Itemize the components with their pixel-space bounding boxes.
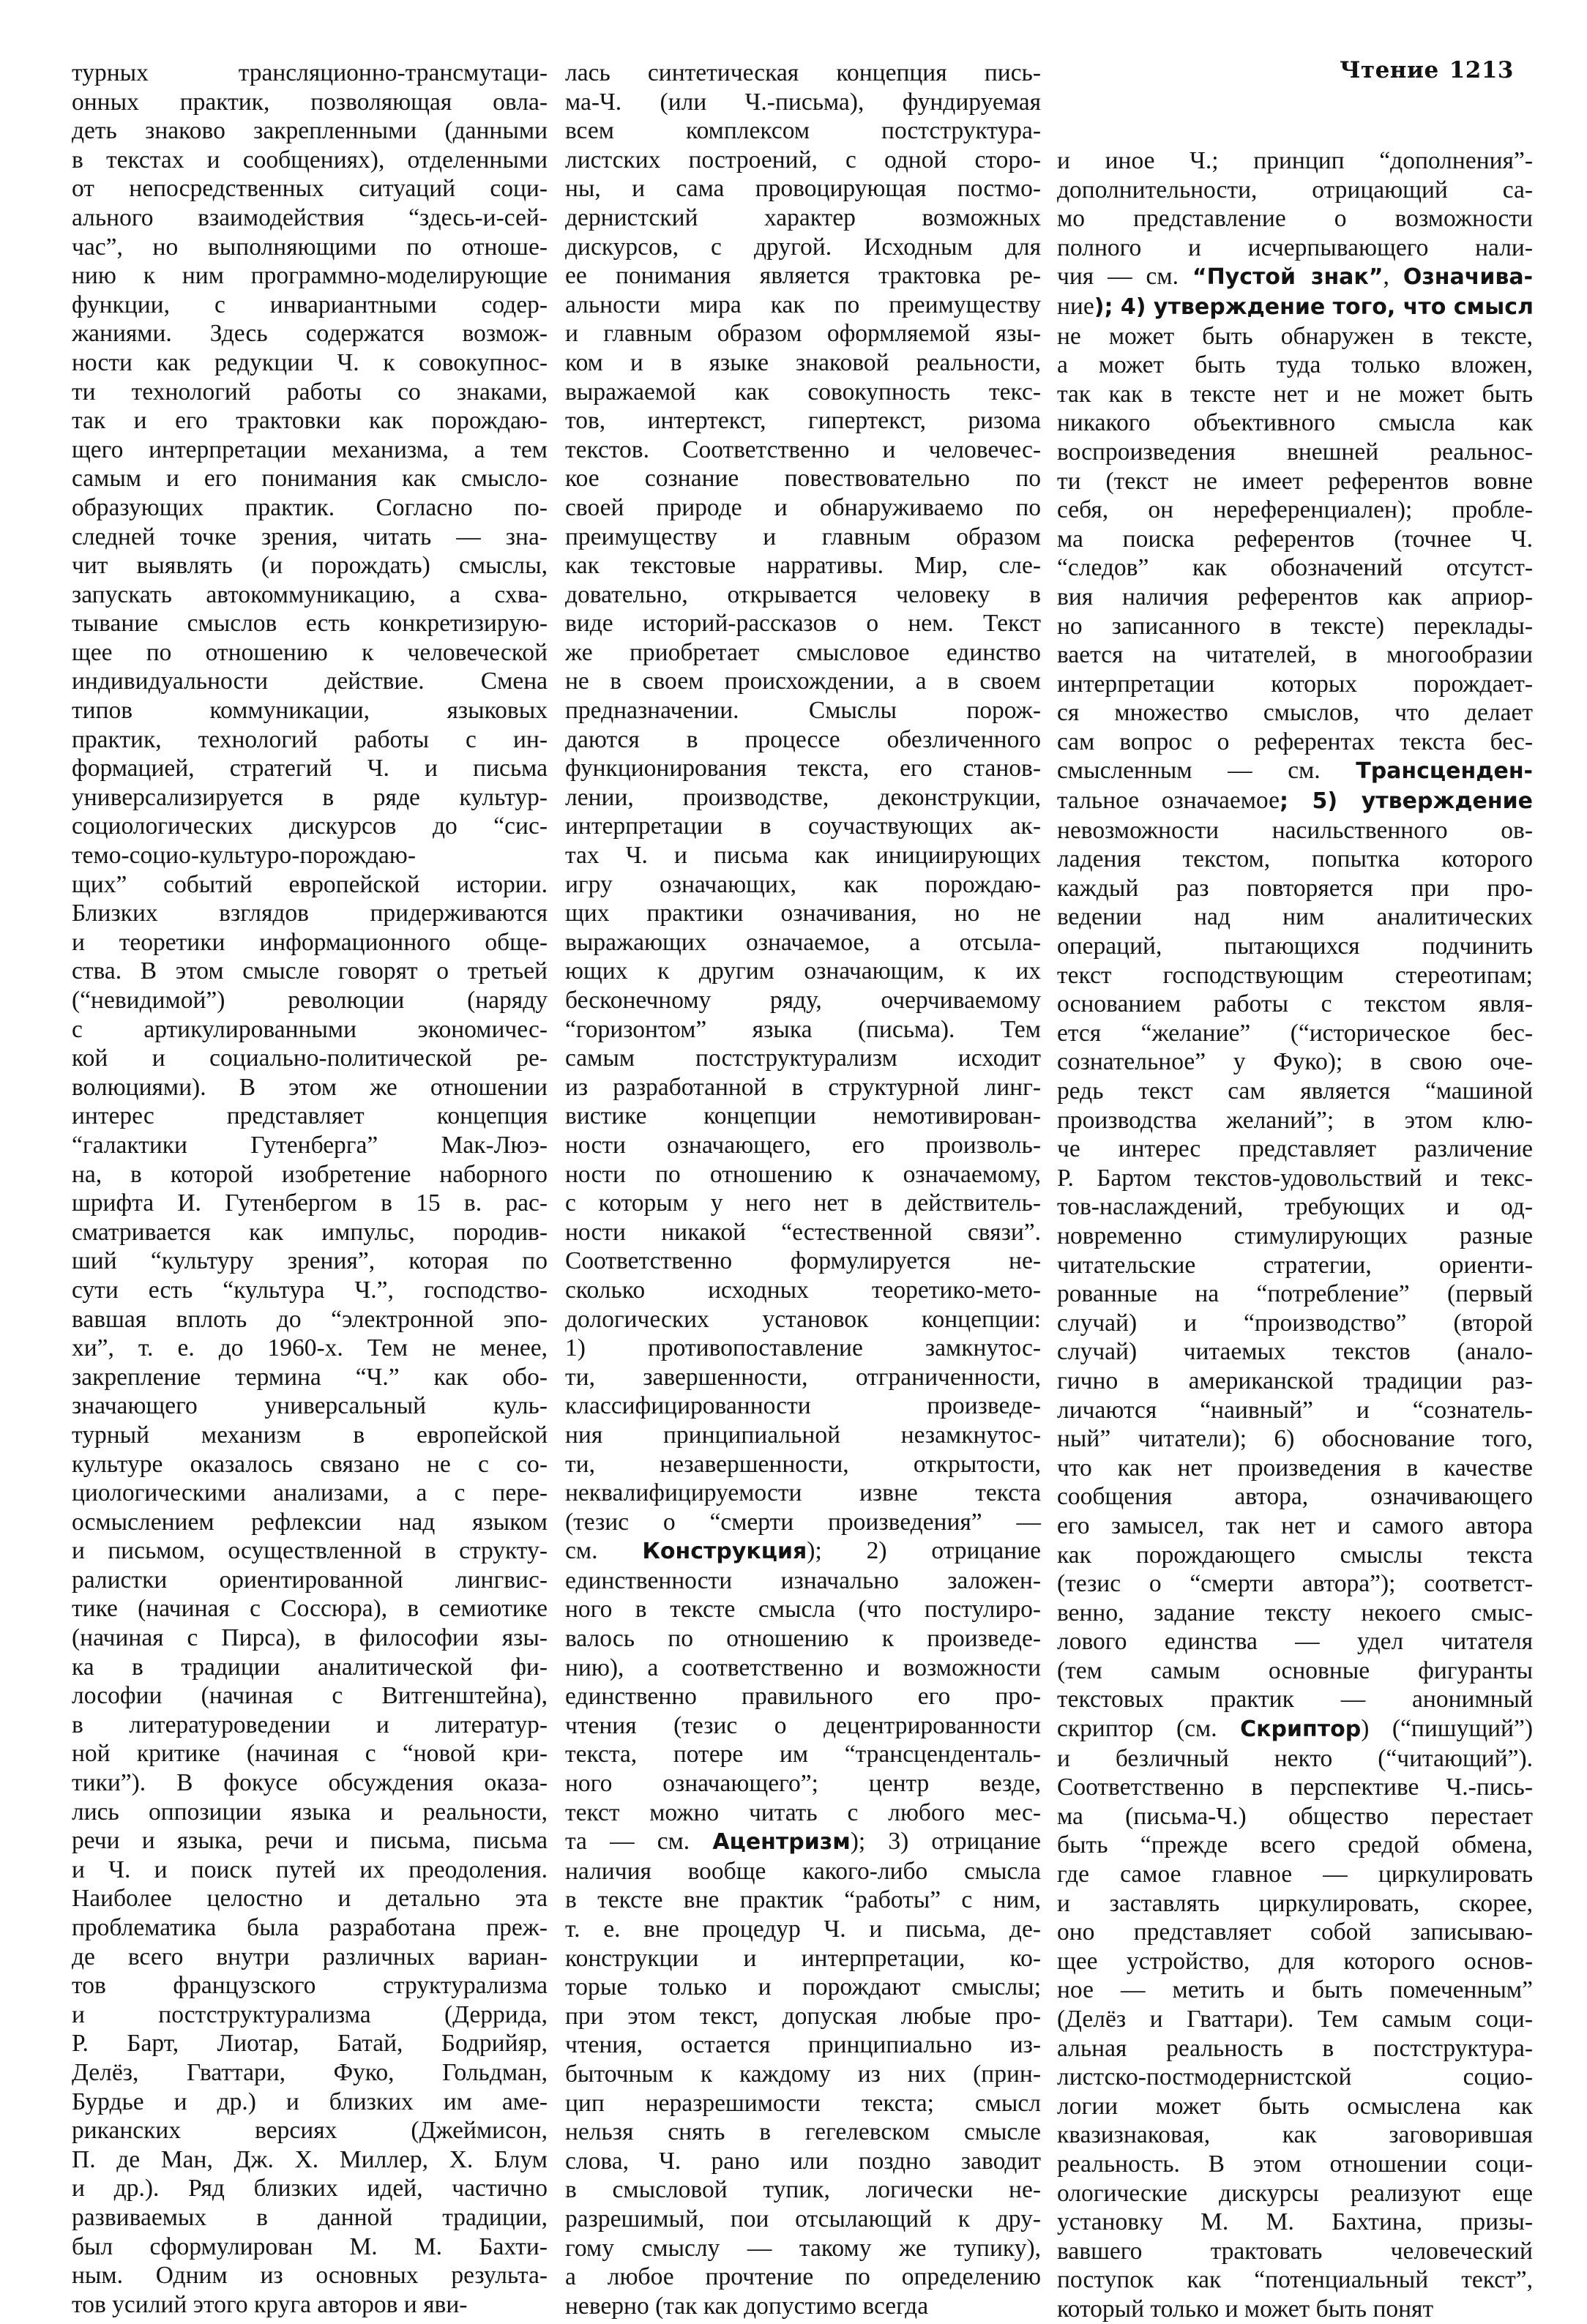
text-line: значающего универсальный куль- — [72, 1392, 548, 1420]
text-line: разрешимый, пои отсылающий к дру- — [565, 2205, 1041, 2233]
text-line: и Ч. и поиск путей их преодоления. — [72, 1856, 548, 1883]
text-line: практик, технологий работы с ин- — [72, 725, 548, 753]
text-line: Р. Барт, Лиотар, Батай, Бодрийяр, — [72, 2030, 548, 2058]
text-line: чтения, остается принципиально из- — [565, 2031, 1041, 2059]
text-line: тике (начиная с Соссюра), в семиотике — [72, 1595, 548, 1623]
text-line: быточным к каждому из них (прин- — [565, 2060, 1041, 2088]
text-line: случай) и “производство” (второй — [1057, 1309, 1533, 1337]
text-line: циологическими анализами, а с пере- — [72, 1479, 548, 1507]
text-line: в смысловой тупик, логически не- — [565, 2176, 1041, 2204]
text-line: тов французского структурализма — [72, 1972, 548, 2000]
text-line: функционирования текста, его станов- — [565, 755, 1041, 782]
text-line: следней точке зрения, читать — зна- — [72, 523, 548, 550]
text-line: который только и может быть понят — [1057, 2295, 1434, 2323]
text-line: наличия вообще какого-либо смысла — [565, 1857, 1041, 1885]
text-line: ший “культуру зрения”, которая по — [72, 1247, 548, 1275]
text-line: и безличный некто (“читающий”). — [1057, 1744, 1533, 1772]
text-line: щих практики означивания, но не — [565, 900, 1041, 927]
text-line: социологических дискурсов до “сис- — [72, 812, 548, 840]
text-line: неквалифицируемости извне текста — [565, 1479, 1041, 1507]
text-line: и др.). Ряд близких идей, частично — [72, 2175, 548, 2202]
text-line: основанием работы с текстом явля- — [1057, 990, 1533, 1018]
text-line: тики”). В фокусе обсуждения оказа- — [72, 1769, 548, 1797]
text-line: ком и в языке знаковой реальности, — [565, 348, 1041, 376]
text-line: даются в процессе обезличенного — [565, 725, 1041, 753]
text-line: ным. Одним из основных результа- — [72, 2262, 548, 2290]
text-line: установку М. М. Бахтина, призы- — [1057, 2208, 1533, 2236]
text-line: сути есть “культура Ч.”, господство- — [72, 1276, 548, 1304]
text-line: сам вопрос о референтах текста бес- — [1057, 728, 1533, 755]
text-line: лового единства — удел читателя — [1057, 1628, 1533, 1656]
text-line: вается на читателей, в многообразии — [1057, 641, 1533, 669]
text-line: интерпретации которых порождает- — [1057, 670, 1533, 698]
text-line: рованные на “потребление” (первый — [1057, 1280, 1533, 1308]
text-line: так как в тексте нет и не может быть — [1057, 380, 1533, 408]
text-line: ный” читатели); 6) обоснование того, — [1057, 1425, 1533, 1453]
text-line: ется “желание” (“историческое бес- — [1057, 1019, 1533, 1047]
text-line: (“невидимой”) революции (наряду — [72, 987, 548, 1014]
text-line: единственно правильного его про- — [565, 1683, 1041, 1711]
text-line: ти, завершенности, отграниченности, — [565, 1363, 1041, 1391]
text-line: ного в тексте смысла (что постулиро- — [565, 1596, 1041, 1624]
text-line: его замысел, так нет и самого автора — [1057, 1512, 1533, 1539]
text-line: ния принципиальной незамкнутос- — [565, 1421, 1041, 1449]
text-line: ности как редукции Ч. к совокупнос- — [72, 348, 548, 376]
text-line: альности мира как по преимуществу — [565, 291, 1041, 318]
text-line: текстов. Соответственно и человечес- — [565, 436, 1041, 463]
text-line: неверно (так как допустимо всегда — [565, 2292, 929, 2320]
text-line: довательно, открывается человеку в — [565, 580, 1041, 608]
text-line: венно, задание тексту некоего смыс- — [1057, 1599, 1533, 1626]
text-line: (тем самым основные фигуранты — [1057, 1656, 1533, 1684]
text-line: чия — см. “Пустой знак”, Означива- — [1057, 263, 1534, 291]
text-line: тальное означаемое; 5) утверждение — [1057, 787, 1533, 815]
text-line: интерес представляет концепция — [72, 1102, 548, 1130]
text-line: самым постструктурализм исходит — [565, 1045, 1041, 1072]
text-line: своей природе и обнаруживаемо по — [565, 493, 1041, 521]
text-line: ющих к другим означающим, к их — [565, 957, 1041, 985]
text-line: скриптор (см. Скриптор) (“пишущий”) — [1057, 1715, 1533, 1743]
text-line: ся множество смыслов, что делает — [1057, 699, 1533, 727]
text-line: с которым у него нет в действитель- — [565, 1189, 1041, 1217]
text-line: ка в традиции аналитической фи- — [72, 1653, 548, 1681]
text-column-3 — [1057, 146, 1534, 2323]
text-line: смысленным — см. Трансценден- — [1057, 757, 1533, 785]
text-line: из разработанной в структурной линг- — [565, 1073, 1041, 1101]
text-line: и главным образом оформляемой язы- — [565, 320, 1041, 348]
text-line: лософии (начиная с Витгенштейна), — [72, 1682, 548, 1710]
text-line: всем комплексом постструктура- — [565, 117, 1041, 145]
text-line: щих” событий европейской истории. — [72, 870, 548, 898]
text-line: ности означающего, его произволь- — [565, 1131, 1041, 1159]
text-line: от непосредственных ситуаций соци- — [72, 175, 548, 203]
text-line: где самое главное — циркулировать — [1057, 1861, 1533, 1888]
text-line: что как нет произведения в качестве — [1057, 1454, 1533, 1482]
text-line: закрепление термина “Ч.” как обо- — [72, 1363, 548, 1391]
text-line: преимуществу и главным образом — [565, 523, 1041, 550]
text-line: и теоретики информационного обще- — [72, 928, 548, 956]
text-line: волюциями). В этом же отношении — [72, 1073, 548, 1101]
text-line: текстовых практик — анонимный — [1057, 1686, 1533, 1714]
text-line: ти, незавершенности, открытости, — [565, 1450, 1041, 1478]
text-line: как порождающего смыслы текста — [1057, 1541, 1533, 1569]
text-line: а может быть туда только вложен, — [1057, 351, 1533, 379]
text-line: в текстах и сообщениях), отделенными — [72, 146, 548, 173]
text-line: лись оппозиции языка и реальности, — [72, 1798, 548, 1826]
text-line: ны, и сама провоцирующая постмо- — [565, 175, 1041, 203]
text-line: дернистский характер возможных — [565, 203, 1041, 231]
text-line: лась синтетическая концепция пись- — [565, 59, 1041, 86]
text-line: самым и его понимания как смысло- — [72, 465, 548, 493]
text-line: виде историй-рассказов о нем. Текст — [565, 610, 1041, 638]
text-column-1 — [72, 59, 548, 2318]
text-line: конструкции и интерпретации, ко- — [565, 1944, 1041, 1972]
text-line: универсализируется в ряде культур- — [72, 783, 548, 811]
text-line: выражаемой как совокупность текс- — [565, 378, 1041, 406]
text-line: и иное Ч.; принцип “дополнения”- — [1057, 147, 1533, 174]
text-line: тах Ч. и письма как инициирующих — [565, 842, 1041, 870]
text-line: (тезис о “смерти автора”); соответст- — [1057, 1570, 1533, 1598]
text-line: риканских версиях (Джеймисон, — [72, 2117, 548, 2145]
text-line: ее понимания является трактовка ре- — [565, 262, 1041, 290]
text-line: Соответственно в перспективе Ч.-пись- — [1057, 1774, 1533, 1801]
text-line: но записанного в тексте) переклады- — [1057, 612, 1533, 640]
text-line: слова, Ч. рано или поздно заводит — [565, 2147, 1041, 2175]
text-line: воспроизведения внешней реальнос- — [1057, 438, 1533, 466]
text-line: в тексте вне практик “работы” с ним, — [565, 1886, 1041, 1914]
text-line: с артикулированными экономичес- — [72, 1015, 548, 1043]
text-line: Близких взглядов придерживаются — [72, 900, 548, 927]
text-line: и постструктурализма (Деррида, — [72, 2000, 548, 2028]
text-line: темо-социо-культуро-порождаю- — [72, 842, 416, 870]
text-line: ти (текст не имеет референтов вовне — [1057, 467, 1533, 495]
text-line: был сформулирован М. М. Бахти- — [72, 2233, 548, 2260]
text-line: чтения (тезис о децентрированности — [565, 1711, 1041, 1739]
text-line: листских построений, с одной сторо- — [565, 146, 1041, 173]
text-line: 1) противопоставление замкнутос- — [565, 1334, 1041, 1362]
text-line: осмыслением рефлексии над языком — [72, 1508, 548, 1536]
text-line: функции, с инвариантными содер- — [72, 291, 548, 318]
text-line: случай) читаемых текстов (анало- — [1057, 1338, 1533, 1366]
text-line: ти технологий работы со знаками, — [72, 378, 548, 406]
text-line: шрифта И. Гутенбергом в 15 в. рас- — [72, 1189, 548, 1217]
text-line: вавшая вплоть до “электронной эпо- — [72, 1305, 548, 1333]
text-line: каждый раз повторяется при про- — [1057, 874, 1533, 902]
text-line: “горизонтом” языка (письма). Тем — [565, 1015, 1041, 1043]
text-line: оно представляет собой записываю- — [1057, 1918, 1533, 1946]
text-line: лении, производстве, деконструкции, — [565, 783, 1041, 811]
text-line: вавшего трактовать человеческий — [1057, 2237, 1533, 2265]
text-line: валось по отношению к произведе- — [565, 1625, 1041, 1653]
text-line: ной критике (начиная с “новой кри- — [72, 1740, 548, 1768]
text-line: торые только и порождают смыслы; — [565, 1973, 1041, 2001]
text-line: бесконечному ряду, очерчиваемому — [565, 987, 1041, 1014]
text-line: нию к ним программно-моделирующие — [72, 262, 548, 290]
text-line: см. Конструкция); 2) отрицание — [565, 1537, 1041, 1565]
text-line: щего интерпретации механизма, а тем — [72, 436, 548, 463]
text-line: личаются “наивный” и “сознатель- — [1057, 1396, 1533, 1424]
text-line: как текстовые нарративы. Мир, сле- — [565, 552, 1041, 580]
text-line: ное — метить и быть помеченным” — [1057, 1976, 1533, 2004]
text-line: читательские стратегии, ориенти- — [1057, 1251, 1533, 1279]
text-line: проблематика была разработана преж- — [72, 1914, 548, 1941]
text-line: игру означающих, как порождаю- — [565, 870, 1041, 898]
text-line: текст господствующим стереотипам; — [1057, 961, 1533, 989]
text-line: не в своем происхождении, а в своем — [565, 668, 1041, 695]
text-line: запускать автокоммуникацию, а схва- — [72, 580, 548, 608]
text-line: П. де Ман, Дж. Х. Миллер, Х. Блум — [72, 2145, 548, 2173]
text-line: Бурдье и др.) и близких им аме- — [72, 2088, 548, 2115]
text-line: единственности изначально заложен- — [565, 1566, 1041, 1594]
text-line: хи”, т. е. до 1960-х. Тем не менее, — [72, 1334, 548, 1362]
text-column-2 — [565, 59, 1041, 2320]
text-line: невозможности насильственного ов- — [1057, 816, 1533, 844]
text-line: на, в которой изобретение наборного — [72, 1160, 548, 1188]
text-line: час”, но выполняющими по отноше- — [72, 233, 548, 261]
text-line: интерпретации в соучаствующих ак- — [565, 812, 1041, 840]
text-line: выражающих означаемое, а отсыла- — [565, 928, 1041, 956]
text-line: текста, потере им “трансценденталь- — [565, 1741, 1041, 1768]
text-line: и заставлять циркулировать, скорее, — [1057, 1889, 1533, 1917]
text-line: Делёз, Гваттари, Фуко, Гольдман, — [72, 2058, 548, 2086]
text-line: же приобретает смысловое единство — [565, 638, 1041, 666]
text-line: развиваемых в данной традиции, — [72, 2203, 548, 2231]
running-head-page-number: 1213 — [1449, 57, 1514, 83]
text-line: операций, пытающихся подчинить — [1057, 933, 1533, 960]
text-line: типов коммуникации, языковых — [72, 697, 548, 725]
text-line: деть знаково закрепленными (данными — [72, 117, 548, 145]
text-line: ного означающего”; центр везде, — [565, 1770, 1041, 1798]
text-line: щее по отношению к человеческой — [72, 638, 548, 666]
text-line: культуре оказалось связано не с со- — [72, 1450, 548, 1478]
text-line: вия наличия референтов как априор- — [1057, 583, 1533, 610]
text-line: ности никакой “естественной связи”. — [565, 1218, 1041, 1246]
text-line: сматривается как импульс, породив- — [72, 1218, 548, 1246]
text-line: турный механизм в европейской — [72, 1421, 548, 1449]
text-line: дополнительности, отрицающий са- — [1057, 176, 1533, 203]
text-line: (начиная с Пирса), в философии язы- — [72, 1624, 548, 1652]
text-line: предназначении. Смыслы порож- — [565, 697, 1041, 725]
text-line: логии может быть осмыслена как — [1057, 2092, 1533, 2120]
text-line: никакого объективного смысла как — [1057, 409, 1533, 437]
text-line: кой и социально-политической ре- — [72, 1045, 548, 1072]
text-line: индивидуальности действие. Смена — [72, 668, 548, 695]
text-line: так и его трактовки как порождаю- — [72, 407, 548, 435]
text-line: альная реальность в постструктура- — [1057, 2034, 1533, 2062]
text-line: вистике концепции немотивирован- — [565, 1102, 1041, 1130]
text-line: ралистки ориентированной лингвис- — [72, 1566, 548, 1593]
text-line: турных трансляционно-трансмутаци- — [72, 59, 548, 86]
text-line: гично в американской традиции раз- — [1057, 1367, 1533, 1394]
text-line: цип неразрешимости текста; смысл — [565, 2089, 1041, 2117]
text-line: ведении над ним аналитических — [1057, 903, 1533, 931]
text-line: и письмом, осуществленной в структу- — [72, 1537, 548, 1565]
text-line: чит выявлять (и порождать) смыслы, — [72, 552, 548, 580]
text-line: классифицированности произведе- — [565, 1392, 1041, 1420]
text-line: Р. Бартом текстов-удовольствий и текс- — [1057, 1164, 1533, 1192]
text-line: нию), а соответственно и возможности — [565, 1654, 1041, 1681]
text-line: тов, интертекст, гипертекст, ризома — [565, 407, 1041, 435]
text-line: ности по отношению к означаемому, — [565, 1160, 1041, 1188]
text-line: себя, он нереференциален); пробле- — [1057, 496, 1533, 524]
text-line: щее устройство, для которого основ- — [1057, 1947, 1533, 1975]
text-line: ние); 4) утверждение того, что смысл — [1057, 292, 1534, 320]
text-line: при этом текст, допуская любые про- — [565, 2002, 1041, 2030]
text-line: быть “прежде всего средой обмена, — [1057, 1831, 1533, 1859]
text-line: сознательное” у Фуко); в свою оче- — [1057, 1048, 1533, 1076]
text-line: ма (письма-Ч.) общество перестает — [1057, 1802, 1533, 1830]
text-line: поступок как “потенциальный текст”, — [1057, 2266, 1533, 2294]
text-line: жаниями. Здесь содержатся возмож- — [72, 320, 548, 348]
running-head-section: Чтение — [1340, 57, 1439, 83]
text-line: производства желаний”; в этом клю- — [1057, 1106, 1533, 1134]
text-line: формацией, стратегий Ч. и письма — [72, 755, 548, 782]
text-line: Соответственно формулируется не- — [565, 1247, 1041, 1275]
text-line: ства. В этом смысле говорят о третьей — [72, 957, 548, 985]
text-line: де всего внутри различных вариан- — [72, 1943, 548, 1970]
text-line: речи и языка, речи и письма, письма — [72, 1827, 548, 1855]
text-line: текст можно читать с любого мес- — [565, 1798, 1041, 1826]
text-line: квазизнаковая, как заговорившая — [1057, 2121, 1533, 2149]
text-line: сообщения автора, означивающего — [1057, 1483, 1533, 1511]
text-line: а любое прочтение по определению — [565, 2263, 1041, 2291]
text-line: че интерес представляет различение — [1057, 1135, 1533, 1163]
text-line: новременно стимулирующих разные — [1057, 1222, 1533, 1249]
text-line: полного и исчерпывающего нали- — [1057, 233, 1533, 261]
text-line: ма-Ч. (или Ч.-письма), фундируемая — [565, 88, 1041, 116]
text-line: тов-наслаждений, требующих и од- — [1057, 1193, 1533, 1221]
text-line: дологических установок концепции: — [565, 1305, 1041, 1333]
text-line: редь текст сам является “машиной — [1057, 1077, 1533, 1105]
text-line: “галактики Гутенберга” Мак-Люэ- — [72, 1131, 548, 1159]
running-head — [1340, 57, 1514, 83]
text-line: онных практик, позволяющая овла- — [72, 88, 548, 116]
text-line: тывание смыслов есть конкретизирую- — [72, 610, 548, 638]
text-line: гому смыслу — такому же тупику), — [565, 2234, 1041, 2262]
text-line: в литературоведении и литератур- — [72, 1711, 548, 1738]
text-line: ологические дискурсы реализуют еще — [1057, 2179, 1533, 2207]
text-line: ма поиска референтов (точнее Ч. — [1057, 525, 1533, 553]
text-line: тов усилий этого круга авторов и яви- — [72, 2290, 468, 2318]
text-line: та — см. Ацентризм); 3) отрицание — [565, 1828, 1041, 1856]
text-line: сколько исходных теоретико-мето- — [565, 1276, 1041, 1304]
text-line: листско-постмодернистской социо- — [1057, 2063, 1533, 2091]
text-line: мо представление о возможности — [1057, 205, 1533, 233]
text-line: (Делёз и Гваттари). Тем самым соци- — [1057, 2006, 1533, 2033]
text-line: (тезис о “смерти произведения” — — [565, 1508, 1041, 1536]
text-line: образующих практик. Согласно по- — [72, 493, 548, 521]
text-line: дискурсов, с другой. Исходным для — [565, 233, 1041, 261]
text-line: не может быть обнаружен в тексте, — [1057, 322, 1533, 350]
text-line: Наиболее целостно и детально эта — [72, 1885, 548, 1913]
text-line: реальность. В этом отношении соци- — [1057, 2150, 1533, 2178]
text-line: нельзя снять в гегелевском смысле — [565, 2118, 1041, 2146]
text-line: т. е. вне процедур Ч. и письма, де- — [565, 1916, 1041, 1943]
text-line: кое сознание повествовательно по — [565, 465, 1041, 493]
text-line: ального взаимодействия “здесь-и-сей- — [72, 203, 548, 231]
text-line: ладения текстом, попытка которого — [1057, 845, 1533, 873]
text-line: “следов” как обозначений отсутст- — [1057, 554, 1533, 582]
